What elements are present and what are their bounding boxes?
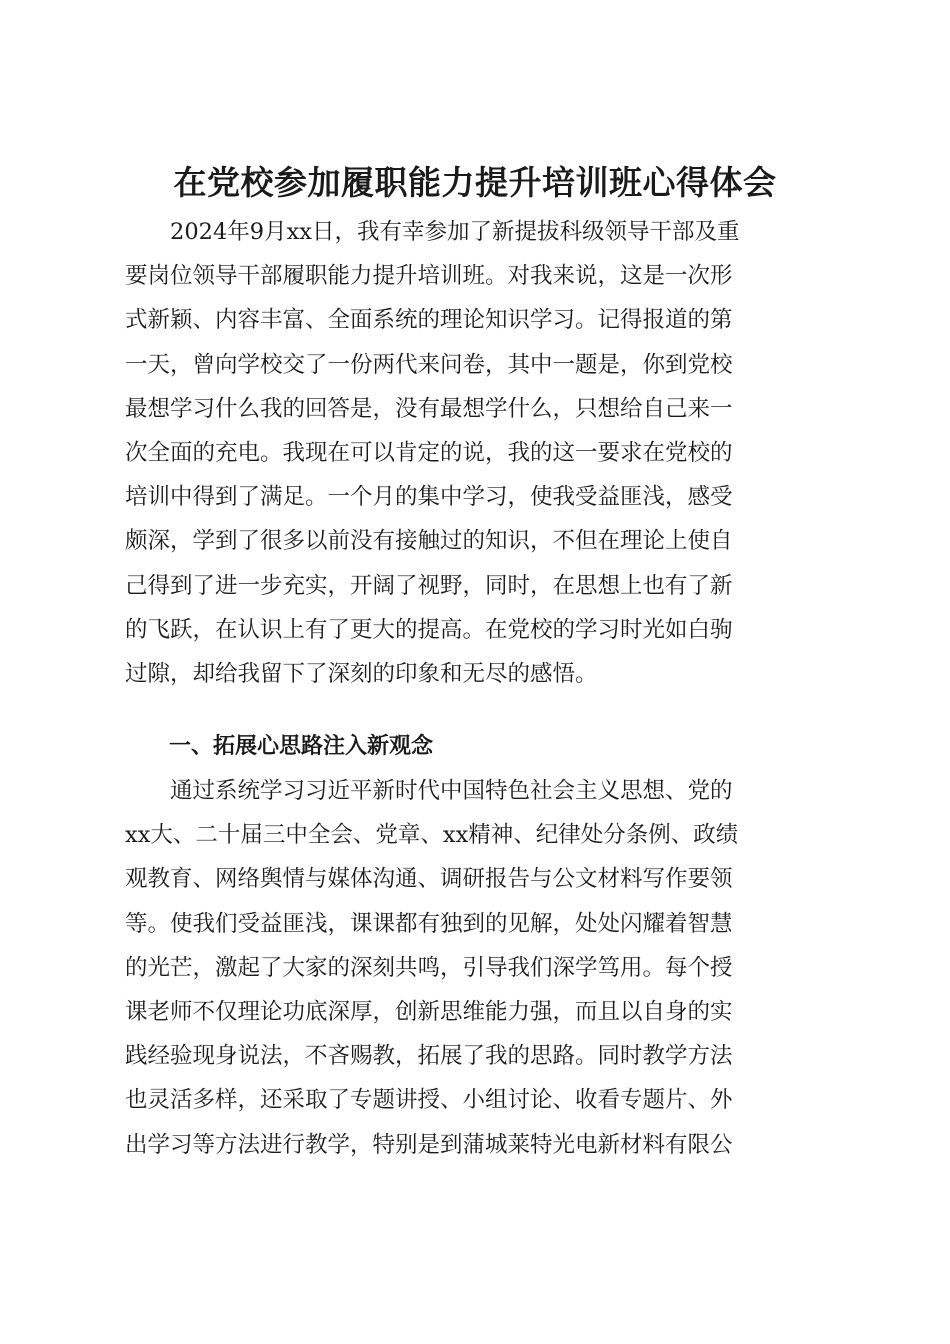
paragraph-line: 的光芒，激起了大家的深刻共鸣，引导我们深学笃用。每个授 (125, 954, 733, 981)
paragraph-line: 2024年9月xx日，我有幸参加了新提拔科级领导干部及重 (125, 219, 740, 245)
paragraph-line: 颇深，学到了很多以前没有接触过的知识，不但在理论上使自 (125, 528, 733, 555)
paragraph-line: 己得到了进一步充实，开阔了视野，同时，在思想上也有了新 (125, 572, 733, 599)
paragraph-line: 要岗位领导干部履职能力提升培训班。对我来说，这是一次形 (125, 263, 733, 290)
paragraph-line: 一天，曾向学校交了一份两代来问卷，其中一题是，你到党校 (125, 351, 733, 378)
paragraph-line: 出学习等方法进行教学，特别是到蒲城莱特光电新材料有限公 (125, 1131, 733, 1158)
page-title: 在党校参加履职能力提升培训班心得体会 (173, 163, 777, 203)
paragraph-intro (125, 210, 825, 696)
paragraph-line: 观教育、网络舆情与媒体沟通、调研报告与公文材料写作要领 (125, 866, 733, 893)
paragraph-line: 等。使我们受益匪浅，课课都有独到的见解，处处闪耀着智慧 (125, 910, 733, 937)
paragraph-section1 (125, 769, 825, 1167)
paragraph-line: 课老师不仅理论功底深厚，创新思维能力强，而且以自身的实 (125, 999, 733, 1026)
paragraph-line: 通过系统学习习近平新时代中国特色社会主义思想、党的 (125, 778, 733, 804)
paragraph-line: 次全面的充电。我现在可以肯定的说，我的这一要求在党校的 (125, 440, 733, 467)
section-heading: 一、拓展心思路注入新观念 (169, 734, 434, 759)
paragraph-line: xx大、二十届三中全会、党章、xx精神、纪律处分条例、政绩 (125, 822, 739, 849)
paragraph-line: 式新颖、内容丰富、全面系统的理论知识学习。记得报道的第 (125, 307, 733, 334)
paragraph-line: 的飞跃，在认识上有了更大的提高。在党校的学习时光如白驹 (125, 616, 733, 643)
paragraph-line: 最想学习什么我的回答是，没有最想学什么，只想给自己来一 (125, 395, 733, 422)
paragraph-line: 践经验现身说法，不吝赐教，拓展了我的思路。同时教学方法 (125, 1043, 733, 1070)
paragraph-line: 也灵活多样，还采取了专题讲授、小组讨论、收看专题片、外 (125, 1087, 733, 1114)
paragraph-line: 过隙，却给我留下了深刻的印象和无尽的感悟。 (125, 661, 598, 688)
paragraph-line: 培训中得到了满足。一个月的集中学习，使我受益匪浅，感受 (125, 484, 733, 511)
